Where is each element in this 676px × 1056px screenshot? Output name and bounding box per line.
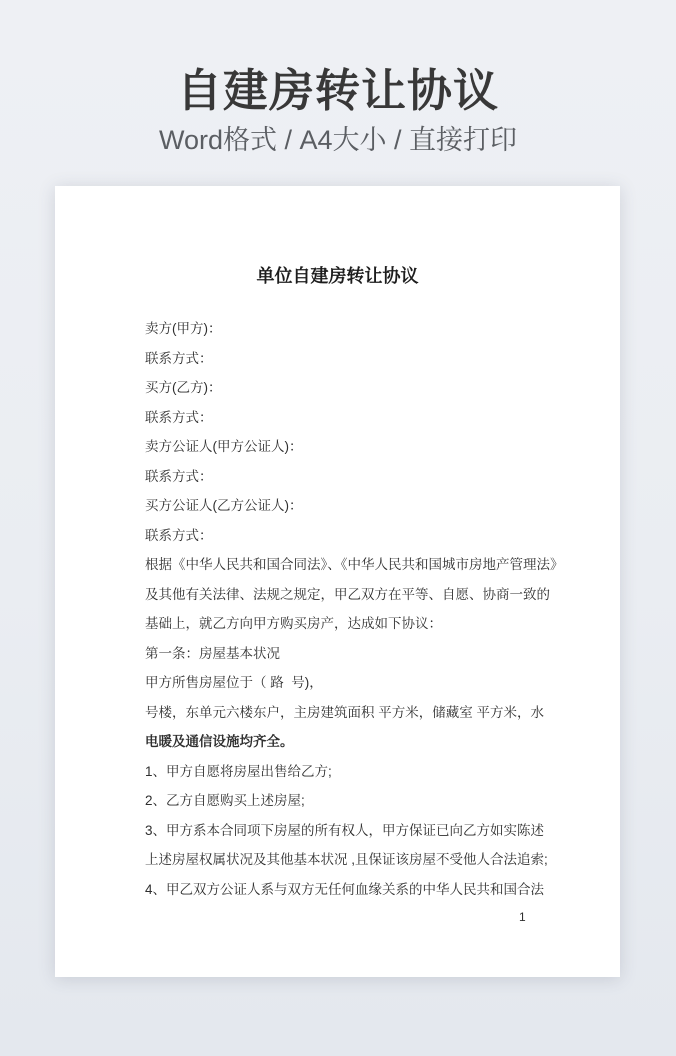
document-title: 单位自建房转让协议 (256, 266, 419, 286)
document-line: 3、甲方系本合同项下房屋的所有权人，甲方保证已向乙方如实陈述 (145, 822, 545, 838)
document-line: 1、甲方自愿将房屋出售给乙方; (145, 763, 332, 779)
document-line: 联系方式： (145, 409, 213, 425)
page-subtitle: Word格式 / A4大小 / 直接打印 (158, 125, 518, 155)
document-line: 卖方(甲方)： (145, 321, 222, 336)
document-page (55, 186, 620, 977)
document-line: 联系方式： (145, 468, 213, 484)
document-line: 卖方公证人(甲方公证人)： (145, 439, 303, 454)
document-line: 联系方式： (145, 350, 213, 366)
document-line: 及其他有关法律、法规之规定，甲乙双方在平等、自愿、协商一致的 (145, 586, 550, 602)
document-line: 2、乙方自愿购买上述房屋; (145, 793, 305, 808)
document-line: 买方(乙方)： (145, 380, 222, 395)
document-line: 联系方式： (145, 527, 213, 543)
document-line: 电暖及通信设施均齐全。 (145, 734, 294, 749)
document-line: 号楼，东单元六楼东户，主房建筑面积 平方米，储藏室 平方米，水 (145, 704, 545, 720)
document-line: 第一条：房屋基本状况 (145, 645, 280, 661)
document-line: 买方公证人(乙方公证人)： (145, 498, 303, 513)
document-line: 基础上，就乙方向甲方购买房产，达成如下协议： (145, 616, 442, 631)
document-body (145, 314, 592, 904)
document-line: 根据《中华人民共和国合同法》、《中华人民共和国城市房地产管理法》 (145, 557, 564, 572)
page-number: 1 (519, 910, 526, 924)
document-line: 上述房屋权属状况及其他基本状况 ,且保证该房屋不受他人合法追索; (145, 852, 548, 867)
document-line: 甲方所售房屋位于（ 路 号)， (145, 675, 323, 690)
page-title: 自建房转让协议 (176, 65, 499, 116)
document-line: 4、甲乙双方公证人系与双方无任何血缘关系的中华人民共和国合法 (145, 881, 545, 897)
